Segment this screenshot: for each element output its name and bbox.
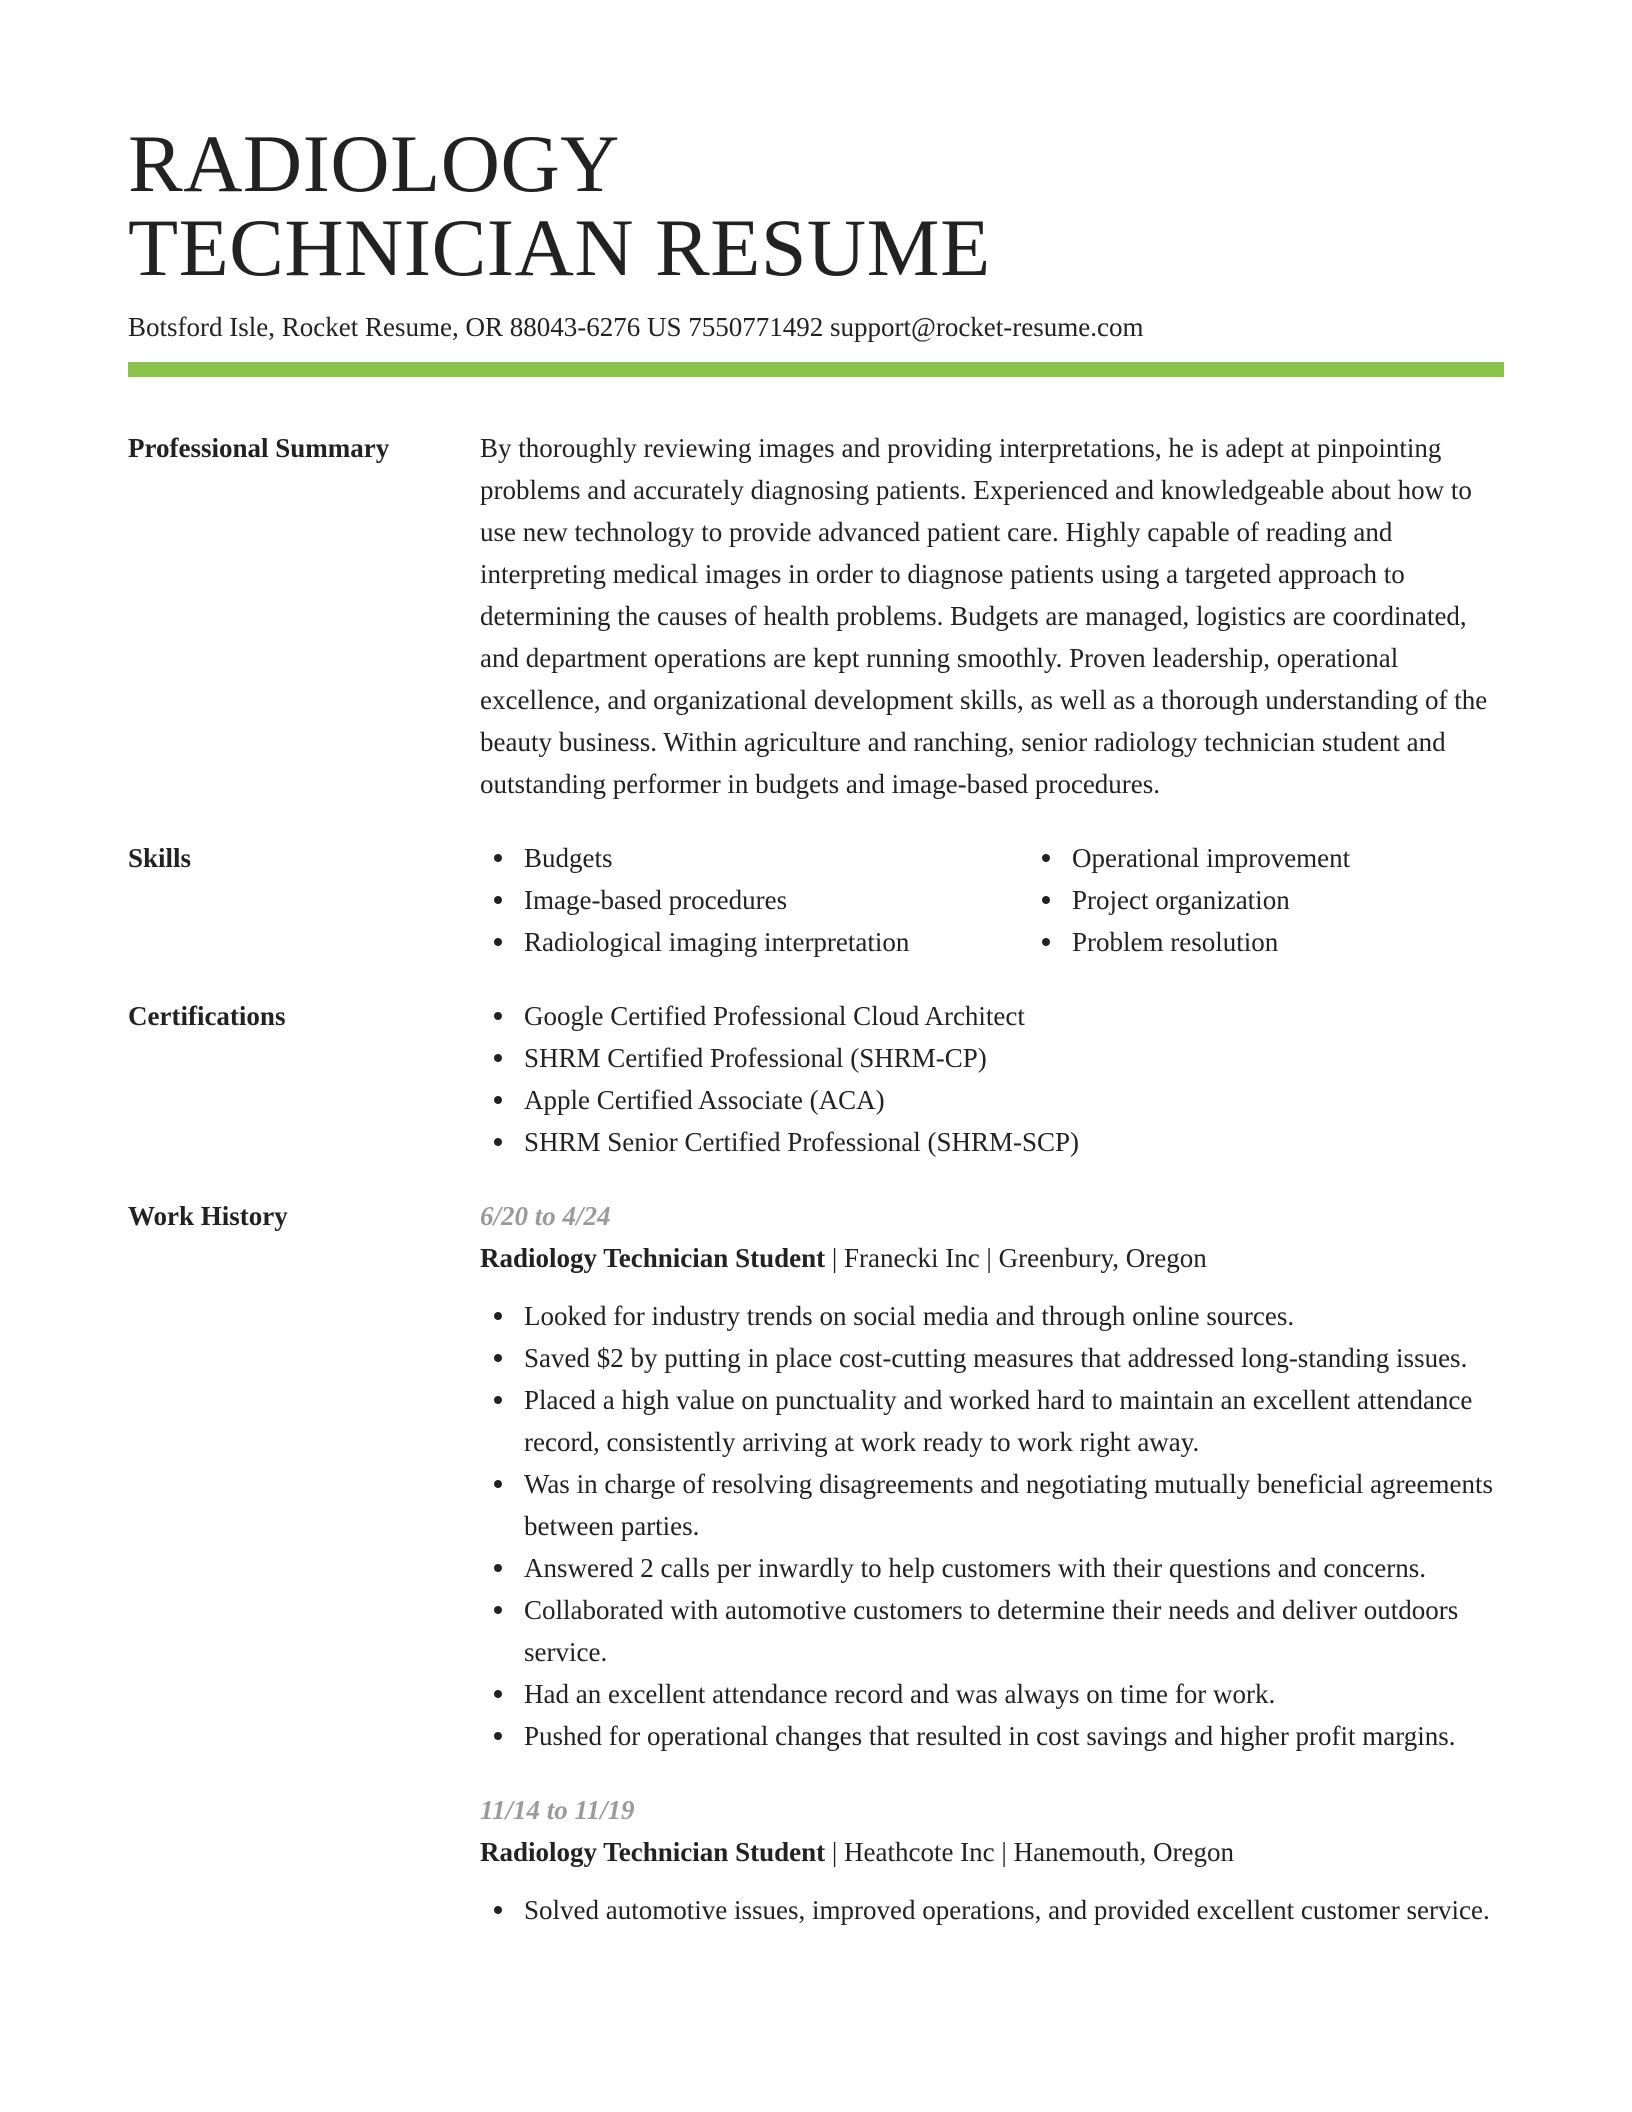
skill-item: Budgets — [524, 837, 1028, 879]
resume-title — [128, 0, 1504, 293]
header-divider — [128, 362, 1504, 377]
job-bullet: Looked for industry trends on social media and through online sources. — [524, 1295, 1504, 1337]
section-label: Skills — [128, 843, 192, 873]
skill-item: Radiological imaging interpretation — [524, 921, 1028, 963]
job-dates: 11/14 to 11/19 — [480, 1795, 635, 1825]
job-bullet: Solved automotive issues, improved operations, and provided excellent customer service. — [524, 1889, 1504, 1931]
skill-item: Image-based procedures — [524, 879, 1028, 921]
section-body — [480, 427, 1504, 805]
section-body — [480, 837, 1504, 963]
job-entry — [480, 1789, 1504, 1931]
section-label: Work History — [128, 1201, 288, 1231]
skill-item: Problem resolution — [1072, 921, 1350, 963]
resume-page — [128, 0, 1504, 1931]
job-heading — [480, 1237, 1504, 1279]
job-bullet: Pushed for operational changes that resulted in cost savings and higher profit margins. — [524, 1715, 1504, 1757]
skills-list-right — [1028, 837, 1350, 963]
section-body — [480, 995, 1504, 1163]
contact-info: Botsford Isle, Rocket Resume, OR 88043-6276 US 7550771492 support@rocket-resume.com — [128, 312, 1144, 342]
job-details: | Heathcote Inc | Hanemouth, Oregon — [825, 1837, 1235, 1867]
title-line-1: RADIOLOGY — [128, 118, 620, 209]
work-history-section — [128, 1195, 1504, 1931]
section-label: Professional Summary — [128, 433, 390, 463]
job-bullets — [480, 1295, 1504, 1757]
section-body — [480, 1195, 1504, 1931]
skills-section — [128, 837, 1504, 963]
certifications-list — [480, 995, 1504, 1163]
skill-item: Project organization — [1072, 879, 1350, 921]
job-bullets — [480, 1889, 1504, 1931]
job-entry — [480, 1195, 1504, 1757]
skills-grid — [480, 837, 1504, 963]
certification-item: SHRM Senior Certified Professional (SHRM-SCP) — [524, 1121, 1504, 1163]
job-bullet: Placed a high value on punctuality and worked hard to maintain an excellent attendance record, consistently arriving at work ready to work right away. — [524, 1379, 1504, 1463]
job-bullet: Had an excellent attendance record and was always on time for work. — [524, 1673, 1504, 1715]
certification-item: Google Certified Professional Cloud Architect — [524, 995, 1504, 1037]
certifications-section — [128, 995, 1504, 1163]
skills-list-left — [480, 837, 1028, 963]
job-heading — [480, 1831, 1504, 1873]
title-line-2: TECHNICIAN RESUME — [128, 202, 991, 293]
skill-item: Operational improvement — [1072, 837, 1350, 879]
summary-text: By thoroughly reviewing images and providing interpretations, he is adept at pinpointing problems and accurately diagnosing patients. Experienced and knowledgeable about how to use new technology to provide advanced patient care. Highly capable of reading and interpreting medical images in order to diagnose patients using a targeted approach to determining the causes of health problems. Budgets are managed, logistics are coordinated, and department operations are kept running smoothly. Proven leadership, operational excellence, and organizational development skills, as well as a thorough understanding of the beauty business. Within agriculture and ranching, senior radiology technician student and outstanding performer in budgets and image-based procedures. — [480, 433, 1488, 799]
job-title: Radiology Technician Student — [480, 1243, 826, 1273]
job-title: Radiology Technician Student — [480, 1837, 826, 1867]
professional-summary-section — [128, 427, 1504, 805]
job-bullet: Collaborated with automotive customers to determine their needs and deliver outdoors service. — [524, 1589, 1504, 1673]
certification-item: Apple Certified Associate (ACA) — [524, 1079, 1504, 1121]
job-dates: 6/20 to 4/24 — [480, 1201, 611, 1231]
section-label: Certifications — [128, 1001, 286, 1031]
job-details: | Franecki Inc | Greenbury, Oregon — [825, 1243, 1207, 1273]
job-bullet: Saved $2 by putting in place cost-cutting measures that addressed long-standing issues. — [524, 1337, 1504, 1379]
job-bullet: Answered 2 calls per inwardly to help customers with their questions and concerns. — [524, 1547, 1504, 1589]
certification-item: SHRM Certified Professional (SHRM-CP) — [524, 1037, 1504, 1079]
job-bullet: Was in charge of resolving disagreements and negotiating mutually beneficial agreements between parties. — [524, 1463, 1504, 1547]
